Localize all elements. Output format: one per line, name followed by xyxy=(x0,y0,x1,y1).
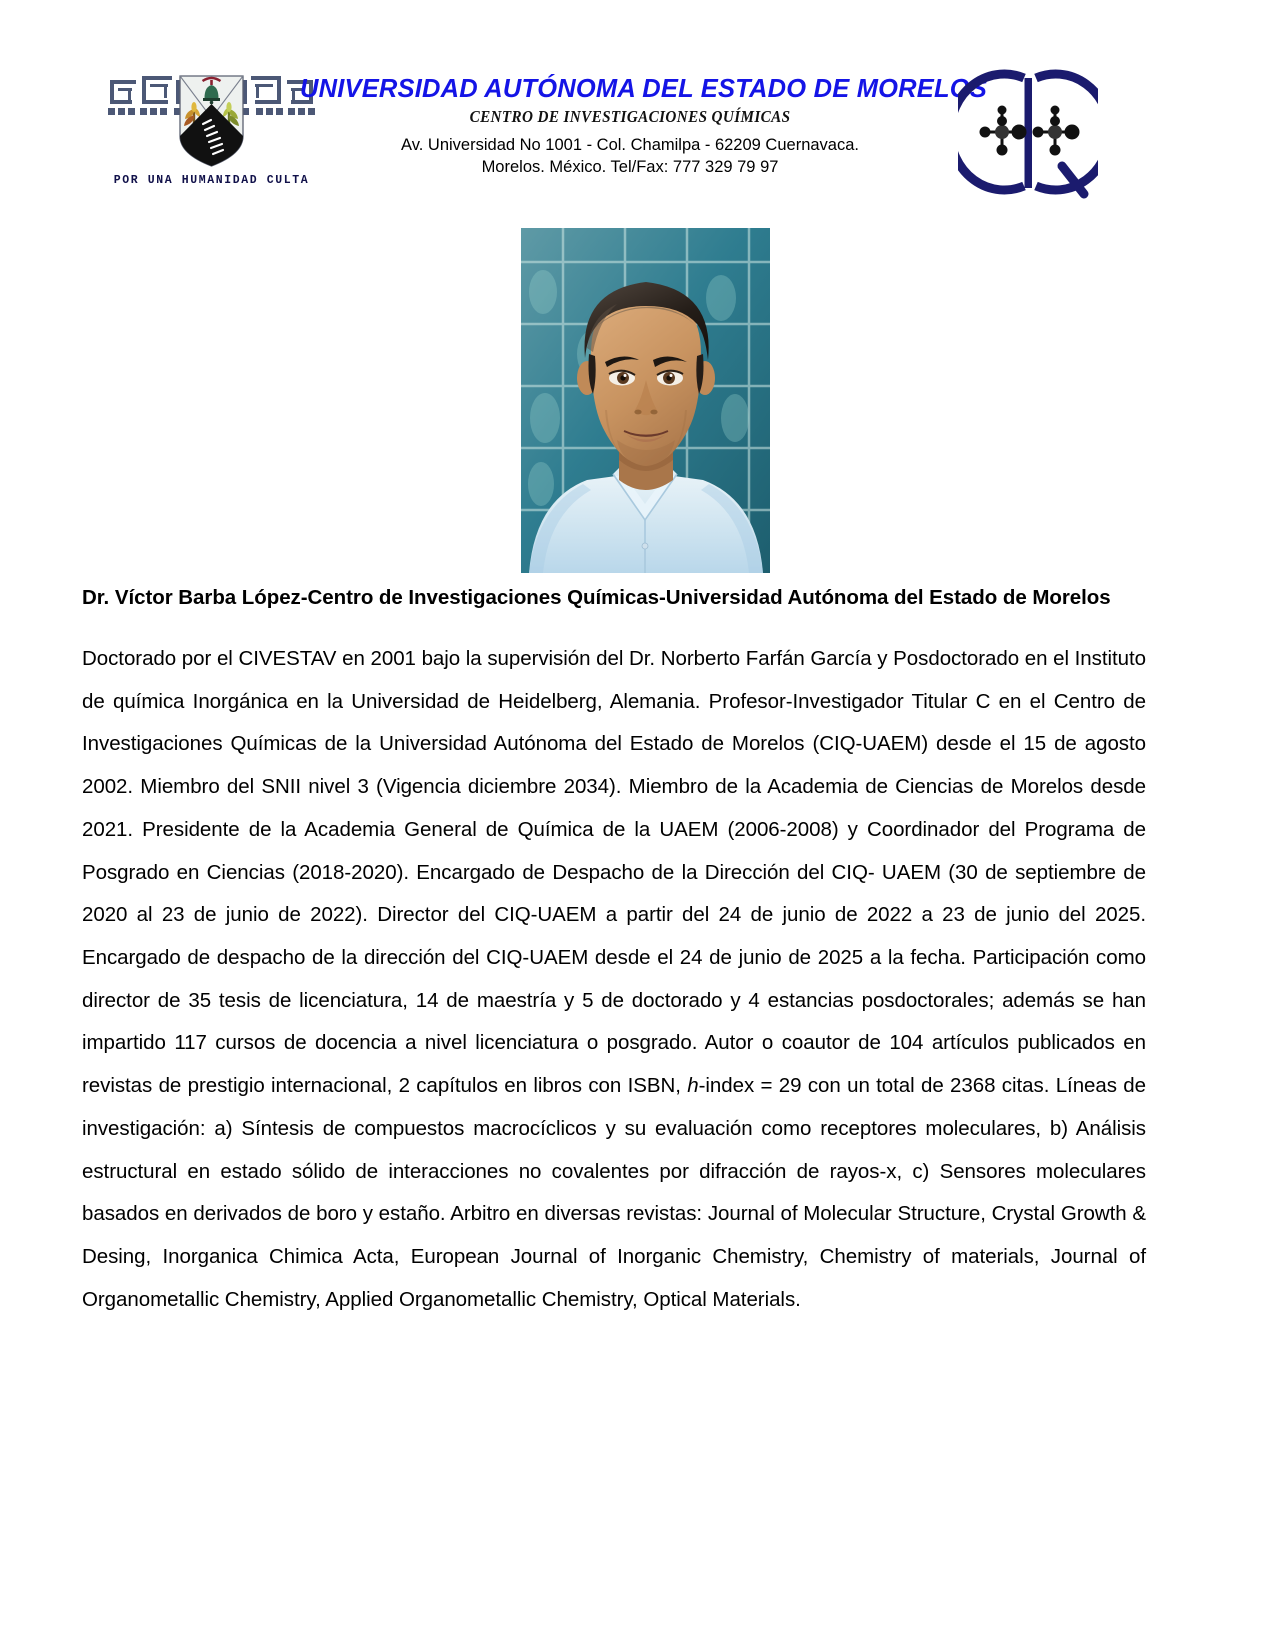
university-logo-block xyxy=(104,62,319,197)
portrait-photo xyxy=(521,228,770,573)
page-title: Dr. Víctor Barba López-Centro de Investigaciones Químicas-Universidad Autónoma del Estado de Morelos xyxy=(82,586,1111,609)
ciq-logo-icon xyxy=(958,62,1098,202)
biography-paragraph xyxy=(82,638,1146,1322)
university-name: UNIVERSIDAD AUTÓNOMA DEL ESTADO DE MORELOS xyxy=(300,75,988,103)
document-body xyxy=(82,584,1146,1322)
biography-text-part-2: -index = 29 con un total de 2368 citas. Líneas de investigación: a) Síntesis de compuestos macrocíclicos y su evaluación como receptores moleculares, b) Análisis estructural en estado sólido de interacciones no covalentes por difracción de rayos-x, c) Sensores moleculares basados en derivados de boro y estaño. Arbitro en diversas revistas: Journal of Molecular Structure, Crystal Growth & Desing, Inorganica Chimica Acta, European Journal of Inorganic Chemistry, Chemistry of materials, Journal of Organometallic Chemistry, Applied Organometallic Chemistry, Optical Materials. xyxy=(82,1074,1147,1311)
address-line-2: Morelos. México. Tel/Fax: 777 329 79 97 xyxy=(481,157,779,176)
h-index-italic-h: h xyxy=(687,1074,699,1098)
letterhead xyxy=(0,0,1276,210)
institution-text-block xyxy=(300,75,988,178)
address-line-1: Av. Universidad No 1001 - Col. Chamilpa - 62209 Cuernavaca. xyxy=(401,135,859,154)
uaem-coat-of-arms-icon xyxy=(104,62,319,172)
university-motto: POR UNA HUMANIDAD CULTA xyxy=(113,174,310,187)
biography-text-part-1: Doctorado por el CIVESTAV en 2001 bajo la supervisión del Dr. Norberto Farfán García y Posdoctorado en el Instituto de química Inorgánica en la Universidad de Heidelberg, Alemania. Profesor-Investigador Titular C en el Centro de Investigaciones Químicas de la Universidad Autónoma del Estado de Morelos (CIQ-UAEM) desde el 15 de agosto 2002. Miembro del SNII nivel 3 (Vigencia diciembre 2034). Miembro de la Academia de Ciencias de Morelos desde 2021. Presidente de la Academia General de Química de la UAEM (2006-2008) y Coordinador del Programa de Posgrado en Ciencias (2018-2020). Encargado de Despacho de la Dirección del CIQ- UAEM (30 de septiembre de 2020 al 23 de junio de 2022). Director del CIQ-UAEM a partir del 24 de junio de 2022 a 23 de junio del 2025. Encargado de despacho de la dirección del CIQ-UAEM desde el 24 de junio de 2025 a la fecha. Participación como director de 35 tesis de licenciatura, 14 de maestría y 5 de doctorado y 4 estancias posdoctorales; además se han impartido 117 cursos de docencia a nivel licenciatura o posgrado. Autor o coautor de 104 artículos publicados en revistas de prestigio internacional, 2 capítulos en libros con ISBN, xyxy=(82,646,1146,1098)
research-center-name: CENTRO DE INVESTIGACIONES QUÍMICAS xyxy=(469,106,791,126)
